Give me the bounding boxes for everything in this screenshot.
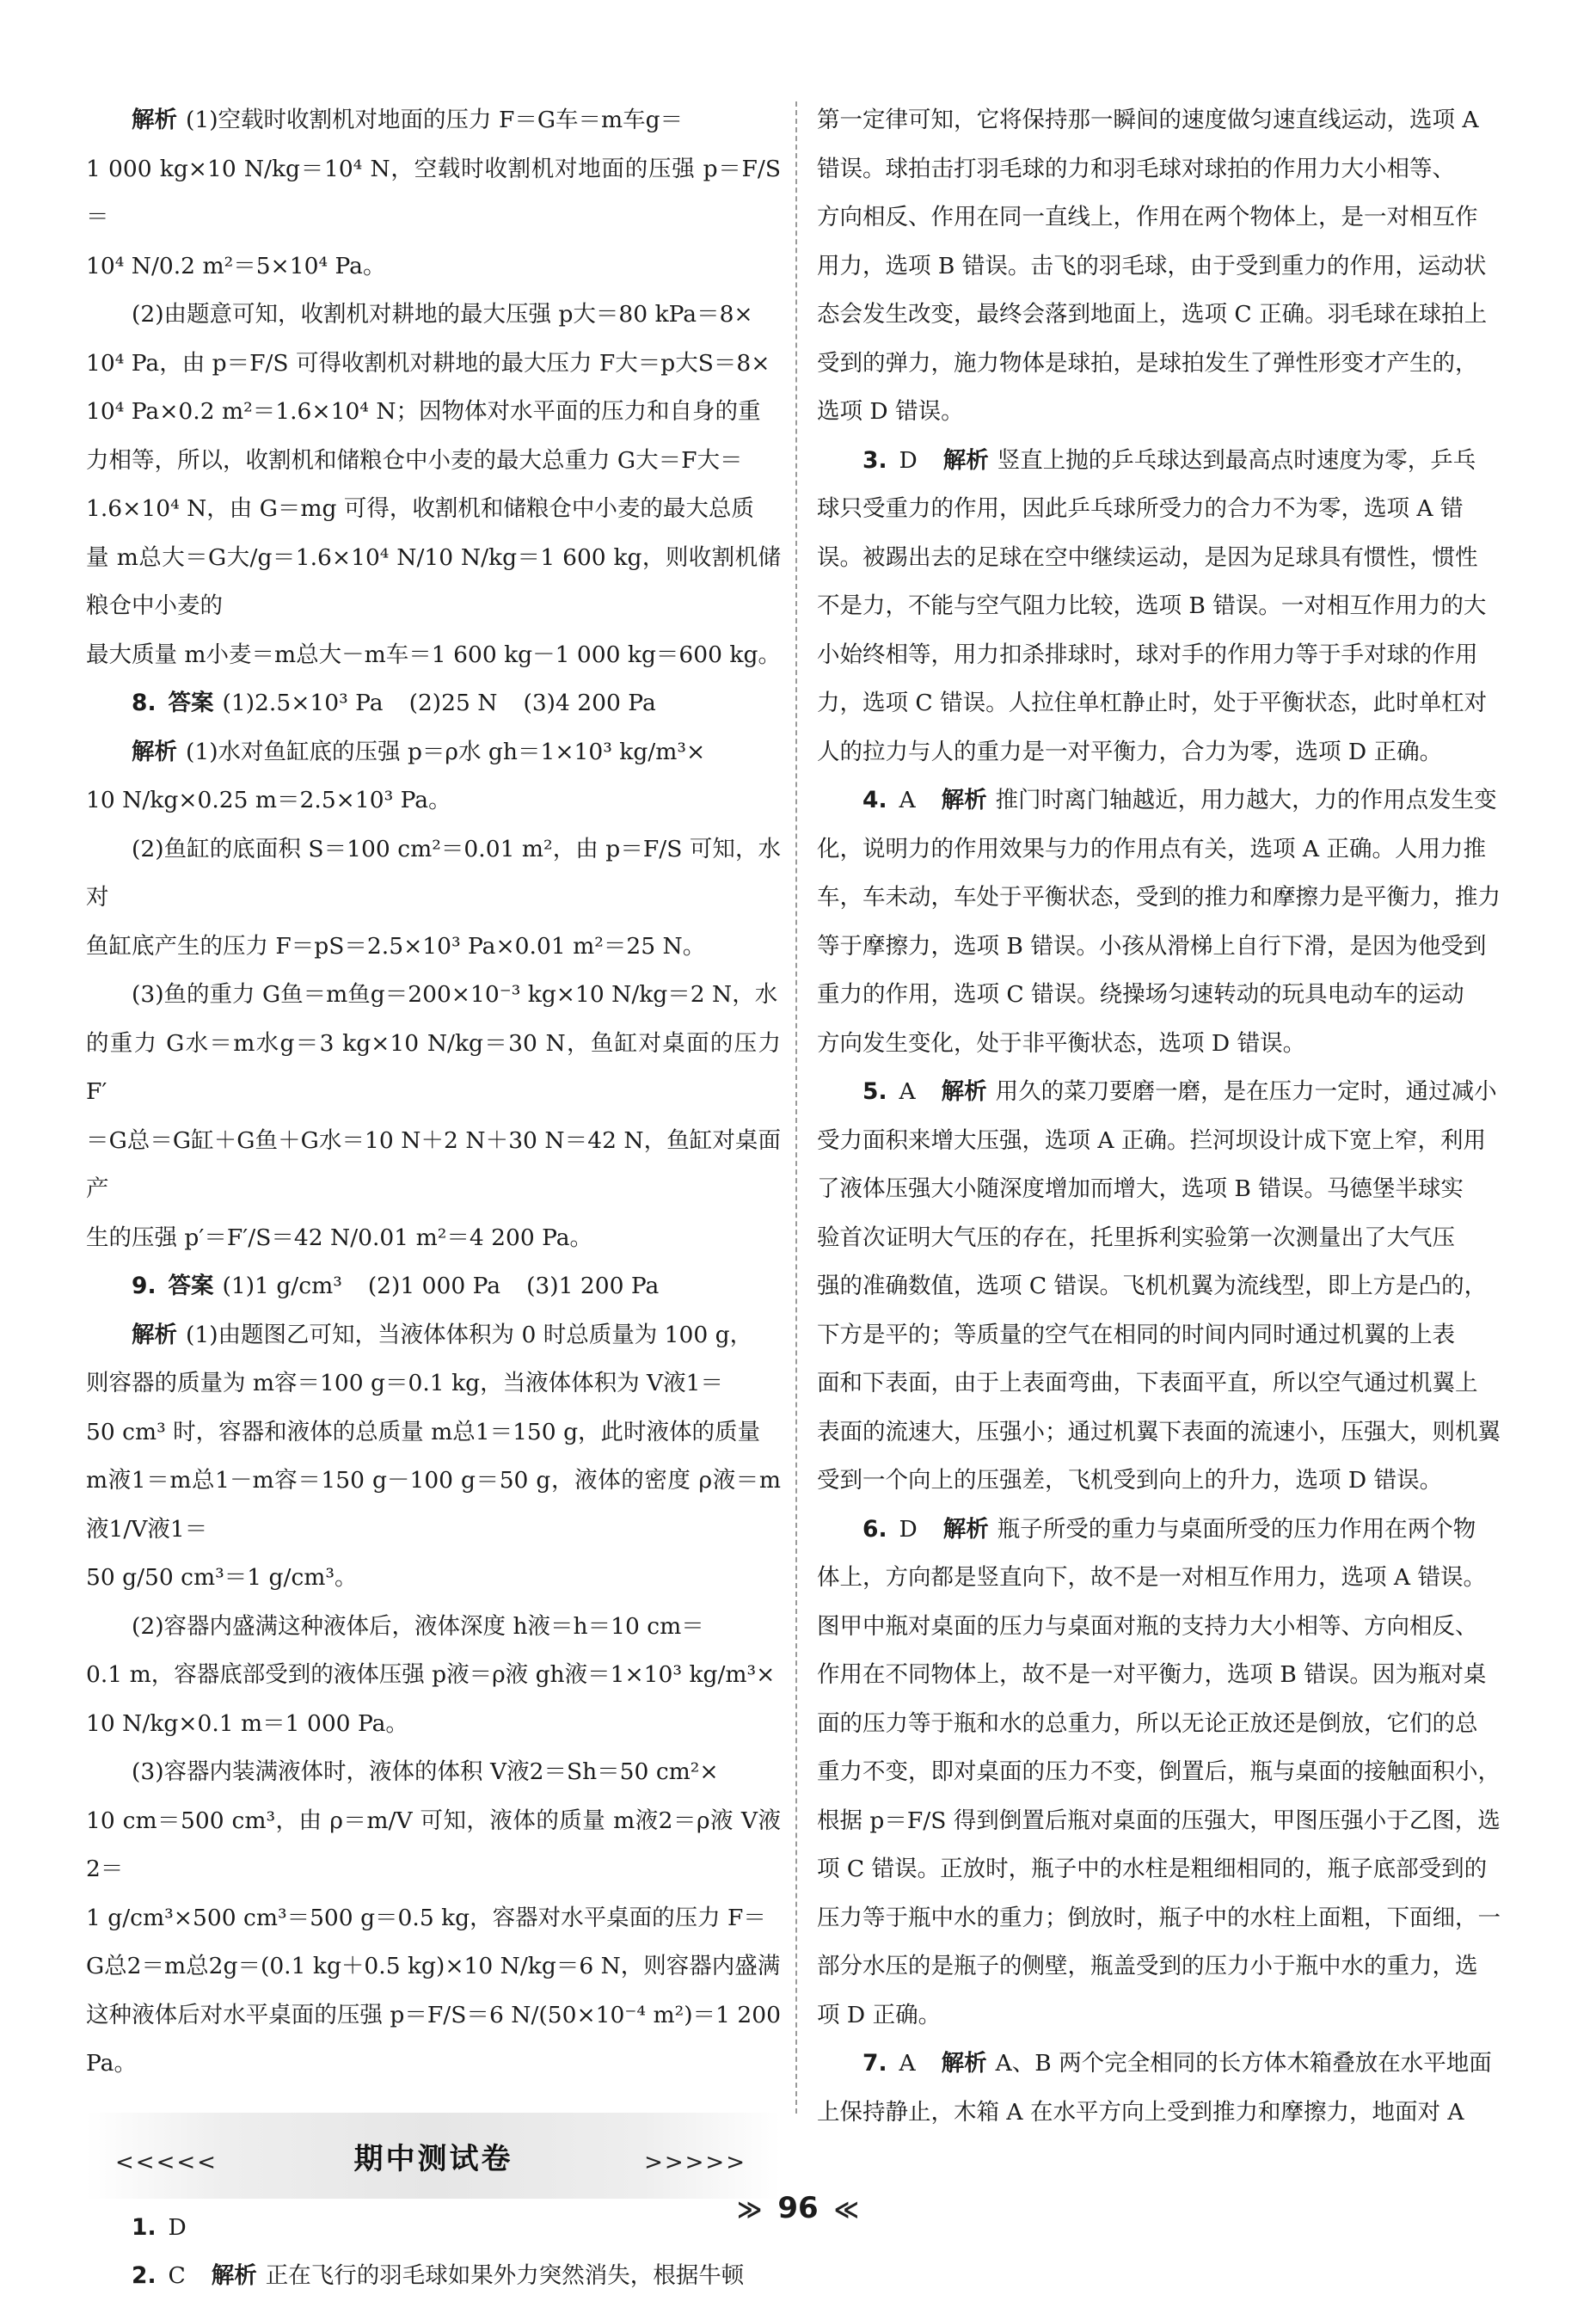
solution-label: 解析 xyxy=(941,2050,987,2077)
solution-label: 解析 xyxy=(941,1078,987,1105)
solution-label: 解析 xyxy=(132,107,177,133)
mq2-solution-line: 态会发生改变，最终会落到地面上，选项 C 正确。羽毛球在球拍上 xyxy=(817,301,1488,328)
mq7-solution-line: 7. A 解析 A、B 两个完全相同的长方体木箱叠放在水平地面 xyxy=(862,2050,1492,2077)
q9-answer: 9. 答案 (1)1 g/cm³ (2)1 000 Pa (3)1 200 Pa xyxy=(132,1273,660,1299)
solution-label: 解析 xyxy=(941,787,987,813)
mq6-solution-line: 体上，方向都是竖直向下，故不是一对相互作用力，选项 A 错误。 xyxy=(817,1564,1486,1591)
mq3-solution-line: 人的拉力与人的重力是一对平衡力，合力为零，选项 D 正确。 xyxy=(817,738,1443,765)
q7-solution-line: 1 000 kg×10 N/kg＝10⁴ N，空载时收割机对地面的压强 p＝F/S＝ xyxy=(86,155,781,230)
mq4-solution-line: 重力的作用，选项 C 错误。绕操场匀速转动的玩具电动车的运动 xyxy=(817,981,1464,1008)
mq2-solution-line: 方向相反、作用在同一直线上，作用在两个物体上，是一对相互作 xyxy=(817,204,1478,230)
q9-solution-line: 10 cm＝500 cm³，由 ρ＝m/V 可知，液体的质量 m液2＝ρ液 V液2＝ xyxy=(86,1807,781,1882)
q7-solution-line: 10⁴ N/0.2 m²＝5×10⁴ Pa。 xyxy=(86,252,386,279)
q9-solution-line: m液1＝m总1－m容＝150 g－100 g＝50 g，液体的密度 ρ液＝m液1/V液1＝ xyxy=(86,1467,781,1543)
q8-solution-line: 解析 (1)水对鱼缸底的压强 p＝ρ水 gh＝1×10³ kg/m³× xyxy=(132,738,706,765)
mq5-solution-line: 5. A 解析 用久的菜刀要磨一磨，是在压力一定时，通过减小 xyxy=(862,1078,1497,1105)
mq2-solution-line: 第一定律可知，它将保持那一瞬间的速度做匀速直线运动，选项 A xyxy=(817,107,1479,133)
q8-solution-line: 的重力 G水＝m水g＝3 kg×10 N/kg＝30 N，鱼缸对桌面的压力 F′ xyxy=(86,1029,781,1105)
column-divider xyxy=(795,101,797,2114)
mq3-solution-line: 误。被踢出去的足球在空中继续运动，是因为足球具有惯性，惯性 xyxy=(817,543,1478,571)
q8-solution-line: (2)鱼缸的底面积 S＝100 cm²＝0.01 m²，由 p＝F/S 可知，水对 xyxy=(86,835,781,911)
q7-solution-line: 10⁴ Pa，由 p＝F/S 可得收割机对耕地的最大压力 F大＝p大S＝8× xyxy=(86,349,770,377)
mq5-solution-line: 验首次证明大气压的存在，托里拆利实验第一次测量出了大气压 xyxy=(817,1224,1455,1251)
mq5-solution-line: 受到一个向上的压强差，飞机受到向上的升力，选项 D 错误。 xyxy=(817,1467,1443,1494)
right-arrows: >>>>> xyxy=(644,2149,746,2175)
mq6-solution-line: 压力等于瓶中水的重力；倒放时，瓶子中的水柱上面粗，下面细，一 xyxy=(817,1904,1501,1931)
q9-solution-line: 1 g/cm³×500 cm³＝500 g＝0.5 kg，容器对水平桌面的压力 F＝ xyxy=(86,1904,766,1931)
q7-solution-line: 最大质量 m小麦＝m总大－m车＝1 600 kg－1 000 kg＝600 kg。 xyxy=(86,641,781,668)
answer-label: 答案 xyxy=(168,690,214,716)
mq7-solution-line: 上保持静止，木箱 A 在水平方向上受到推力和摩擦力，地面对 A xyxy=(817,2098,1464,2126)
mq5-solution-line: 了液体压强大小随深度增加而增大，选项 B 错误。马德堡半球实 xyxy=(817,1175,1464,1202)
left-arrows: <<<<< xyxy=(115,2149,218,2175)
mq3-solution-line: 球只受重力的作用，因此乒乓球所受力的合力不为零，选项 A 错 xyxy=(817,495,1464,522)
mq5-solution-line: 面和下表面，由于上表面弯曲，下表面平直，所以空气通过机翼上 xyxy=(817,1370,1478,1396)
page-left-mark: ≫ xyxy=(737,2195,763,2224)
q7-solution-line: 10⁴ Pa×0.2 m²＝1.6×10⁴ N；因物体对水平面的压力和自身的重 xyxy=(86,398,761,425)
q9-solution-line: 50 g/50 cm³＝1 g/cm³。 xyxy=(86,1564,358,1591)
solution-label: 解析 xyxy=(942,1515,989,1543)
mq4-solution-line: 车，车未动，车处于平衡状态，受到的推力和摩擦力是平衡力，推力 xyxy=(817,884,1501,911)
mq5-solution-line: 强的准确数值，选项 C 错误。飞机机翼为流线型，即上方是凸的， xyxy=(817,1273,1488,1299)
q7-solution-line: 1.6×10⁴ N，由 G＝mg 可得，收割机和储粮仓中小麦的最大总质 xyxy=(86,495,754,522)
q9-solution-line: 10 N/kg×0.1 m＝1 000 Pa。 xyxy=(86,1709,408,1737)
page-number xyxy=(0,2191,1596,2225)
mq2-solution-line: 选项 D 错误。 xyxy=(817,398,964,425)
mq5-solution-line: 表面的流速大，压强小；通过机翼下表面的流速小，压强大，则机翼 xyxy=(817,1418,1501,1445)
midterm-section-header xyxy=(86,2113,781,2199)
mq6-solution-line: 项 C 错误。正放时，瓶子中的水柱是粗细相同的，瓶子底部受到的 xyxy=(817,1856,1488,1882)
section-title: 期中测试卷 xyxy=(353,2141,513,2176)
mq4-solution-line: 方向发生变化，处于非平衡状态，选项 D 错误。 xyxy=(817,1029,1306,1057)
mq5-solution-line: 受力面积来增大压强，选项 A 正确。拦河坝设计成下宽上窄，利用 xyxy=(817,1126,1486,1154)
mq6-solution-line: 重力不变，即对桌面的压力不变，倒置后，瓶与桌面的接触面积小， xyxy=(817,1758,1501,1785)
q8-solution-line: ＝G总＝G缸＋G鱼＋G水＝10 N＋2 N＋30 N＝42 N，鱼缸对桌面产 xyxy=(86,1126,781,1202)
left-column xyxy=(86,96,781,2301)
mq6-solution-line: 部分水压的是瓶子的侧壁，瓶盖受到的压力小于瓶中水的重力，选 xyxy=(817,1953,1478,1979)
q9-solution-line: 解析 (1)由题图乙可知，当液体体积为 0 时总质量为 100 g， xyxy=(132,1321,753,1348)
solution-label: 解析 xyxy=(132,738,177,765)
page-right-mark: ≪ xyxy=(833,2195,859,2224)
mq2-solution-line: 2. C 解析 正在飞行的羽毛球如果外力突然消失，根据牛顿 xyxy=(132,2262,745,2289)
q8-solution-line: 鱼缸底产生的压力 F＝pS＝2.5×10³ Pa×0.01 m²＝25 N。 xyxy=(86,932,706,960)
q8-solution-line: 10 N/kg×0.25 m＝2.5×10³ Pa。 xyxy=(86,787,451,813)
q7-solution-line: (2)由题意可知，收割机对耕地的最大压强 p大＝80 kPa＝8× xyxy=(132,301,753,328)
mq2-solution-line: 错误。球拍击打羽毛球的力和羽毛球对球拍的作用力大小相等、 xyxy=(817,155,1455,182)
q9-solution-line: 则容器的质量为 m容＝100 g＝0.1 kg，当液体体积为 V液1＝ xyxy=(86,1370,724,1396)
q9-solution-line: 这种液体后对水平桌面的压强 p＝F/S＝6 N/(50×10⁻⁴ m²)＝1 200 Pa。 xyxy=(86,2001,781,2077)
q8-solution-line: (3)鱼的重力 G鱼＝m鱼g＝200×10⁻³ kg×10 N/kg＝2 N，水 xyxy=(132,981,778,1008)
q7-solution-line: 力相等，所以，收割机和储粮仓中小麦的最大总重力 G大＝F大＝ xyxy=(86,446,743,474)
mq4-solution-line: 等于摩擦力，选项 B 错误。小孩从滑梯上自行下滑，是因为他受到 xyxy=(817,932,1487,960)
mq4-solution-line: 化，说明力的作用效果与力的作用点有关，选项 A 正确。人用力推 xyxy=(817,835,1486,862)
mq3-solution-line: 3. D 解析 竖直上抛的乒乓球达到最高点时速度为零，乒乓 xyxy=(862,446,1476,474)
q9-solution-line: G总2＝m总2g＝(0.1 kg＋0.5 kg)×10 N/kg＝6 N，则容器内盛满 xyxy=(86,1953,781,1979)
mq5-solution-line: 下方是平的；等质量的空气在相同的时间内同时通过机翼的上表 xyxy=(817,1321,1455,1348)
mq6-solution-line: 面的压力等于瓶和水的总重力，所以无论正放还是倒放，它们的总 xyxy=(817,1709,1478,1737)
mq6-solution-line: 图甲中瓶对桌面的压力与桌面对瓶的支持力大小相等、方向相反、 xyxy=(817,1612,1478,1640)
mq3-solution-line: 力，选项 C 错误。人拉住单杠静止时，处于平衡状态，此时单杠对 xyxy=(817,690,1488,716)
solution-label: 解析 xyxy=(132,1321,177,1348)
solution-label: 解析 xyxy=(211,2262,257,2289)
mq6-solution-line: 根据 p＝F/S 得到倒置后瓶对桌面的压强大，甲图压强小于乙图，选 xyxy=(817,1807,1501,1834)
page-number-value: 96 xyxy=(777,2191,819,2225)
q9-solution-line: (2)容器内盛满这种液体后，液体深度 h液＝h＝10 cm＝ xyxy=(132,1612,704,1640)
answer-label: 答案 xyxy=(168,1273,214,1299)
q7-solution-line: 解析 (1)空载时收割机对地面的压力 F＝G车＝m车g＝ xyxy=(132,107,684,133)
mq6-solution-line: 项 D 正确。 xyxy=(817,2001,942,2028)
q8-solution-line: 生的压强 p′＝F′/S＝42 N/0.01 m²＝4 200 Pa。 xyxy=(86,1224,593,1251)
mq2-solution-line: 受到的弹力，施力物体是球拍，是球拍发生了弹性形变才产生的， xyxy=(817,349,1478,377)
q9-solution-line: 50 cm³ 时，容器和液体的总质量 m总1＝150 g，此时液体的质量 xyxy=(86,1418,761,1445)
q7-solution-line: 量 m总大＝G大/g＝1.6×10⁴ N/10 N/kg＝1 600 kg，则收割机储粮仓中小麦的 xyxy=(86,543,781,619)
solution-label: 解析 xyxy=(942,446,989,474)
mq6-solution-line: 6. D 解析 瓶子所受的重力与桌面所受的压力作用在两个物 xyxy=(862,1515,1476,1543)
q9-solution-line: (3)容器内装满液体时，液体的体积 V液2＝Sh＝50 cm²× xyxy=(132,1758,719,1785)
mq3-solution-line: 不是力，不能与空气阻力比较，选项 B 错误。一对相互作用力的大 xyxy=(817,592,1487,619)
mq4-solution-line: 4. A 解析 推门时离门轴越近，用力越大，力的作用点发生变 xyxy=(862,787,1497,813)
q8-answer: 8. 答案 (1)2.5×10³ Pa (2)25 N (3)4 200 Pa xyxy=(132,690,656,716)
mq6-solution-line: 作用在不同物体上，故不是一对平衡力，选项 B 错误。因为瓶对桌 xyxy=(817,1661,1487,1688)
mq1-answer: 1. D xyxy=(132,2213,187,2241)
q9-solution-line: 0.1 m，容器底部受到的液体压强 p液＝ρ液 gh液＝1×10³ kg/m³× xyxy=(86,1661,776,1688)
mq3-solution-line: 小始终相等，用力扣杀排球时，球对手的作用力等于手对球的作用 xyxy=(817,641,1478,668)
right-column xyxy=(817,96,1512,2137)
mq2-solution-line: 用力，选项 B 错误。击飞的羽毛球，由于受到重力的作用，运动状 xyxy=(817,252,1487,279)
